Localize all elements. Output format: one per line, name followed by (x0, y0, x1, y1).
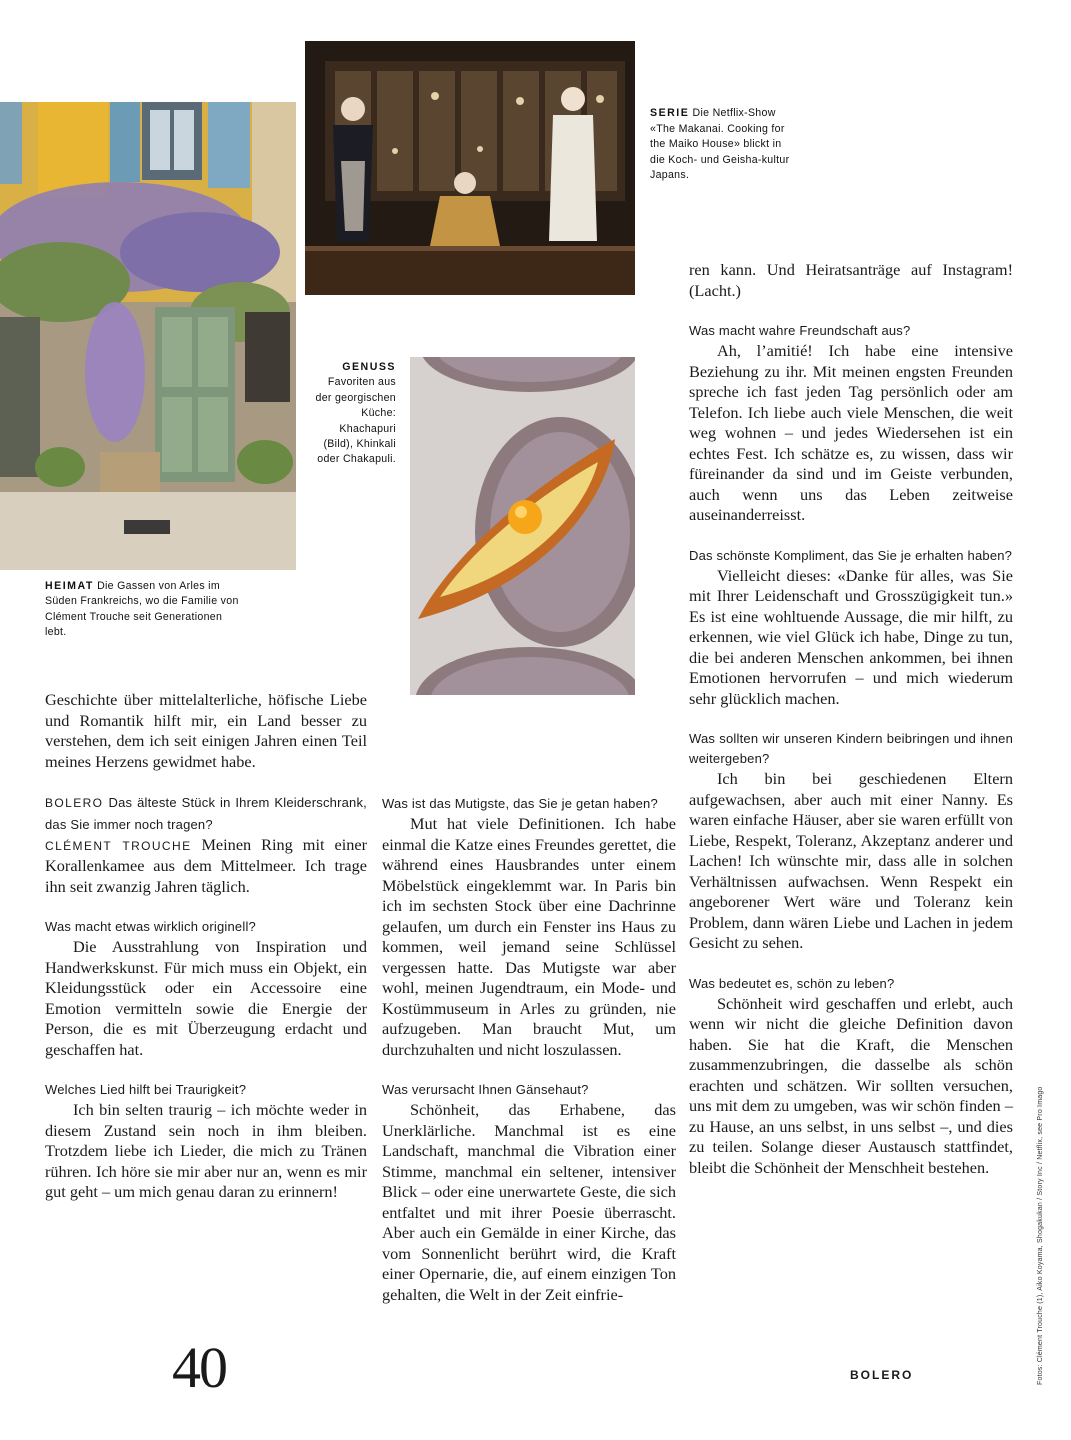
caption-label: GENUSS (342, 361, 396, 373)
caption-text: Die Netflix-Show «The Makanai. Cooking for the Maiko House» blickt in die Koch- und Geisha-kultur Japans. (650, 107, 790, 182)
answer: Ich bin selten traurig – ich möchte weder in diesem Zustand sein noch in ihm bleiben. Trotzdem liebe ich Lieder, die mich zu Tränen rühren. Ich höre sie mir aber nur an, wenn es mir gut geht – um mich genau daran zu erinnern! (45, 1100, 367, 1201)
paragraph: ren kann. Und Heiratsanträge auf Instagram! (Lacht.) (689, 260, 1013, 300)
question: Was bedeutet es, schön zu leben? (689, 975, 895, 991)
column-2 (382, 794, 676, 1305)
answer: Vielleicht dieses: «Danke für alles, was Sie mit Ihrer Leidenschaft und Grosszügigkeit tun.» Es ist eine wohltuende Aussage, die mir hilft, zu erkennen, wie viel Glück ich habe, Dinge zu tun, die bei anderen Menschen ankommen, bei ihnen Emotionen hervorrufen – und mich wiederum sehr glücklich machen. (689, 565, 1013, 708)
question: Das schönste Kompliment, das Sie je erhalten haben? (689, 547, 1013, 563)
question: Das älteste Stück in Ihrem Kleiderschrank, das Sie immer noch tragen? (45, 795, 367, 832)
answer: Schönheit, das Erhabene, das Unerklärliche. Manchmal ist es eine Landschaft, manchmal die Vibration einer Stimme, manchmal ein seltener, intensiver Blick – oder eine unerwartete Geste, die sich entfaltet und mit ihrer Poesie überrascht. Aber auch ein Gemälde in einer Kirche, das vom Sonnenlicht berührt wird, die Kraft einer Opernarie, die, auf einem einzigen Ton gehalten, die Welt in der Zeit einfrie- (382, 1100, 676, 1304)
paragraph: Geschichte über mittelalterliche, höfische Liebe und Romantik hilft mir, ein Land besser zu verstehen, dem ich seit einigen Jahren einen Teil meines Herzens gewidmet habe. (45, 690, 367, 771)
makanai-photo (305, 41, 635, 295)
answer: Schönheit wird geschaffen und erlebt, auch wenn wir nicht die gleiche Definition davon haben. Sie hat die Kraft, die Menschen zusammenzubringen, die dasselbe als schön erachten und schätzen. Wir sollten versuchen, uns mit dem zu umgeben, was wir schön finden – zu Hause, an uns selbst, in uns selbst –, und dies zu teilen. Solange dieser Austausch stattfindet, bleibt die Schönheit der Menschheit bestehen. (689, 993, 1013, 1177)
arles-street-illustration (0, 102, 296, 570)
caption-heimat (45, 579, 245, 640)
caption-genuss (310, 360, 396, 468)
khachapuri-illustration (410, 357, 635, 695)
answer: Ah, l’amitié! Ich habe eine intensive Beziehung zu ihr. Mit meinen engsten Freunden spreche ich fast jeden Tag persönlich oder am Telefon. Ich liebe auch viele Menschen, die weit weg wohnen – und jedes Wiedersehen ist ein echtes Fest. Ich schätze es, zu wissen, dass wir füreinander da sind und im Geiste verbunden, auch wenn uns das Leben zeitweise auseinanderreisst. (689, 341, 1013, 524)
caption-serie (650, 106, 790, 184)
makanai-illustration (305, 41, 635, 295)
question: Was sollten wir unseren Kindern beibringen und ihnen weitergeben? (689, 731, 1013, 766)
arles-street-photo (0, 102, 296, 570)
caption-text: Die Gassen von Arles im Süden Frankreichs, wo die Familie von Clément Trouche seit Generationen lebt. (45, 580, 239, 638)
speaker-label: CLÉMENT TROUCHE (45, 838, 192, 853)
question: Was ist das Mutigste, das Sie je getan haben? (382, 796, 658, 811)
caption-label: SERIE (650, 107, 690, 119)
answer: Ich bin bei geschiedenen Eltern aufgewachsen, aber auch mit einer Nanny. Es waren einfache Häuser, aber sie waren erfüllt von Liebe, Respekt, Toleranz, Akzeptanz anderer und Lachen! Ich wünschte mir, dass alle in solchen Verhältnissen aufwachsen. Wenn Respekt ein angeborener Wert wäre und Toleranz kein Problem, dann wären Liebe und Lachen in jedem Gesicht zu sehen. (689, 769, 1013, 952)
page-number: 40 (172, 1335, 226, 1400)
question: Was verursacht Ihnen Gänsehaut? (382, 1082, 589, 1097)
caption-label: HEIMAT (45, 580, 94, 592)
khachapuri-photo (410, 357, 635, 695)
column-1 (45, 690, 367, 1203)
magazine-name: BOLERO (850, 1368, 914, 1382)
question: Was macht wahre Freundschaft aus? (689, 323, 911, 338)
column-3 (689, 260, 1013, 1178)
question: Welches Lied hilft bei Traurigkeit? (45, 1082, 247, 1097)
photo-credits: Fotos: Clément Trouche (1), Aiko Koyama, Shogakukan / Story Inc / Netflix, see Pro Imago (1037, 1086, 1044, 1385)
answer: Mut hat viele Definitionen. Ich habe einmal die Katze eines Freundes gerettet, die während eines Hausbrandes unter einem Möbelstück eingeklemmt war. In Paris bin ich im sechsten Stock über eine Dachrinne gelaufen, um durch ein Fenster ins Haus zu kommen, weil jemand seine Schlüssel vergessen hatte. Das Mutigste war aber wohl, meinen Jugendtraum, ein Mode- und Kostümmuseum in Arles zu gründen, nie aufzugeben. Man braucht Mut, um durchzuhalten und nicht loszulassen. (382, 814, 676, 1059)
answer: Die Ausstrahlung von Inspiration und Handwerkskunst. Für mich muss ein Objekt, ein Kleidungsstück oder ein Accessoire eine Emotion vermitteln sowie die Energie der Person, die es mit Überzeugung erdacht und geschaffen hat. (45, 937, 367, 1059)
question: Was macht etwas wirklich originell? (45, 919, 256, 934)
answer: Meinen Ring mit einer Korallenkamee aus dem Mittelmeer. Ich trage ihn seit zwanzig Jahren täglich. (45, 834, 368, 896)
caption-text: Favoriten aus der georgischen Küche: Khachapuri (Bild), Khinkali oder Chakapuli. (315, 376, 396, 466)
interviewer-label: BOLERO (45, 796, 104, 810)
